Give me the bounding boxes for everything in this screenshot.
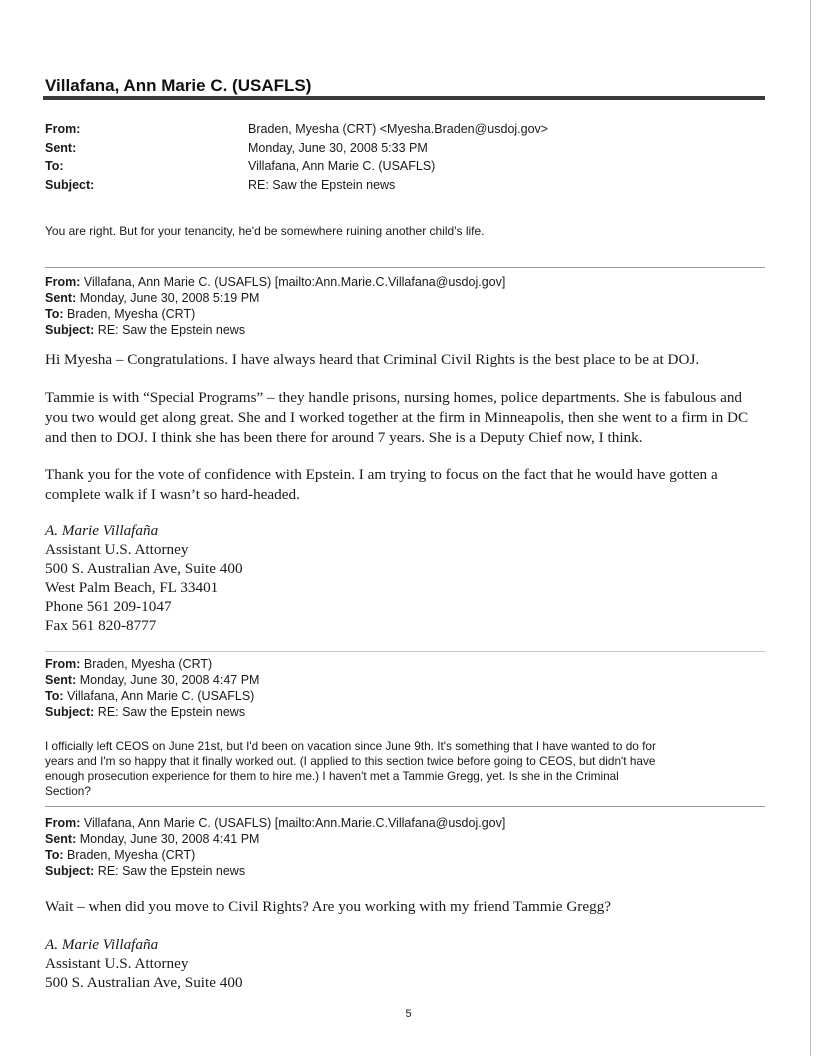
msg2-to-value: Villafana, Ann Marie C. (USAFLS) [63, 689, 255, 703]
header-sent-row [45, 139, 765, 158]
document-title: Villafana, Ann Marie C. (USAFLS) [45, 76, 312, 95]
msg2-body-line: years and I'm so happy that it finally worked out. (I applied to this section twice before going to CEOS, but didn't have [45, 754, 656, 768]
msg1-sent-value: Monday, June 30, 2008 5:19 PM [76, 291, 260, 305]
signature-address-line1: 500 S. Australian Ave, Suite 400 [45, 560, 243, 577]
header-from-label: From: [45, 122, 81, 137]
header-sent-label: Sent: [45, 140, 77, 155]
header-to-value: Villafana, Ann Marie C. (USAFLS) [248, 159, 436, 174]
msg1-to-label: To: [45, 307, 64, 321]
msg3-sent-value: Monday, June 30, 2008 4:41 PM [76, 832, 260, 846]
msg3-signature [45, 935, 243, 992]
quoted-header-3 [45, 815, 765, 879]
msg2-from-label: From: [45, 657, 81, 671]
msg1-subject-value: RE: Saw the Epstein news [94, 323, 246, 337]
msg2-body [45, 739, 656, 799]
header-sent-value: Monday, June 30, 2008 5:33 PM [248, 140, 428, 155]
quoted-header-1 [45, 274, 765, 338]
msg2-subject-value: RE: Saw the Epstein news [94, 705, 246, 719]
signature-fax: Fax 561 820-8777 [45, 617, 157, 634]
signature-phone: Phone 561 209-1047 [45, 598, 172, 615]
msg1-paragraph-3: Thank you for the vote of confidence with Epstein. I am trying to focus on the fact that he would have gotten a complete walk if I wasn’t so hard-headed. [45, 466, 718, 503]
msg1-to-value: Braden, Myesha (CRT) [63, 307, 196, 321]
msg1-from-value: Villafana, Ann Marie C. (USAFLS) [mailto:Ann.Marie.C.Villafana@usdoj.gov] [80, 275, 506, 289]
header-subject-row [45, 176, 765, 195]
signature-address-line2: West Palm Beach, FL 33401 [45, 579, 219, 596]
msg3-subject-value: RE: Saw the Epstein news [94, 864, 246, 878]
msg2-to-label: To: [45, 689, 64, 703]
signature-title: Assistant U.S. Attorney [45, 541, 189, 558]
msg2-sent-value: Monday, June 30, 2008 4:47 PM [76, 673, 260, 687]
msg1-subject-label: Subject: [45, 323, 95, 337]
page-edge-line [810, 0, 811, 1056]
message-separator [45, 267, 765, 268]
msg2-subject-label: Subject: [45, 705, 95, 719]
header-to-label: To: [45, 159, 64, 174]
msg2-body-line: Section? [45, 784, 91, 798]
msg3-subject-label: Subject: [45, 864, 95, 878]
header-from-row [45, 120, 765, 139]
msg2-from-value: Braden, Myesha (CRT) [80, 657, 213, 671]
signature-name: A. Marie Villafaña [45, 522, 159, 539]
message-separator [45, 806, 765, 807]
header-from-value: Braden, Myesha (CRT) <Myesha.Braden@usdoj.gov> [248, 122, 549, 137]
signature-name: A. Marie Villafaña [45, 936, 159, 953]
quoted-header-2 [45, 656, 765, 720]
signature-title: Assistant U.S. Attorney [45, 955, 189, 972]
msg3-from-value: Villafana, Ann Marie C. (USAFLS) [mailto:Ann.Marie.C.Villafana@usdoj.gov] [80, 816, 506, 830]
email-header [45, 120, 765, 194]
header-to-row [45, 157, 765, 176]
msg2-sent-label: Sent: [45, 673, 77, 687]
msg3-paragraph: Wait – when did you move to Civil Rights? Are you working with my friend Tammie Gregg? [45, 898, 612, 915]
msg2-body-line: I officially left CEOS on June 21st, but I'd been on vacation since June 9th. It's something that I have wanted to do for [45, 739, 656, 753]
msg3-to-label: To: [45, 848, 64, 862]
message-separator [45, 651, 765, 652]
reply-body: You are right. But for your tenancity, he'd be somewhere ruining another child's life. [45, 224, 485, 238]
msg1-signature [45, 521, 243, 635]
msg3-sent-label: Sent: [45, 832, 77, 846]
msg3-to-value: Braden, Myesha (CRT) [63, 848, 196, 862]
msg1-paragraph-2: Tammie is with “Special Programs” – they handle prisons, nursing homes, police departments. She is fabulous and you two would get along great. She and I worked together at the firm in Minneapolis, then she went to a firm in DC and then to DOJ. I think she has been there for around 7 years. She is a Deputy Chief now, I think. [45, 389, 749, 446]
header-subject-value: RE: Saw the Epstein news [248, 177, 396, 192]
header-subject-label: Subject: [45, 177, 95, 192]
page-number: 5 [405, 1008, 412, 1020]
msg2-body-line: enough prosecution experience for them to hire me.) I haven't met a Tammie Gregg, yet. Is she in the Criminal [45, 769, 619, 783]
msg3-from-label: From: [45, 816, 81, 830]
msg1-from-label: From: [45, 275, 81, 289]
title-divider [43, 96, 765, 100]
msg1-sent-label: Sent: [45, 291, 77, 305]
signature-address-line1: 500 S. Australian Ave, Suite 400 [45, 974, 243, 991]
msg1-paragraph-1: Hi Myesha – Congratulations. I have always heard that Criminal Civil Rights is the best place to be at DOJ. [45, 351, 700, 368]
